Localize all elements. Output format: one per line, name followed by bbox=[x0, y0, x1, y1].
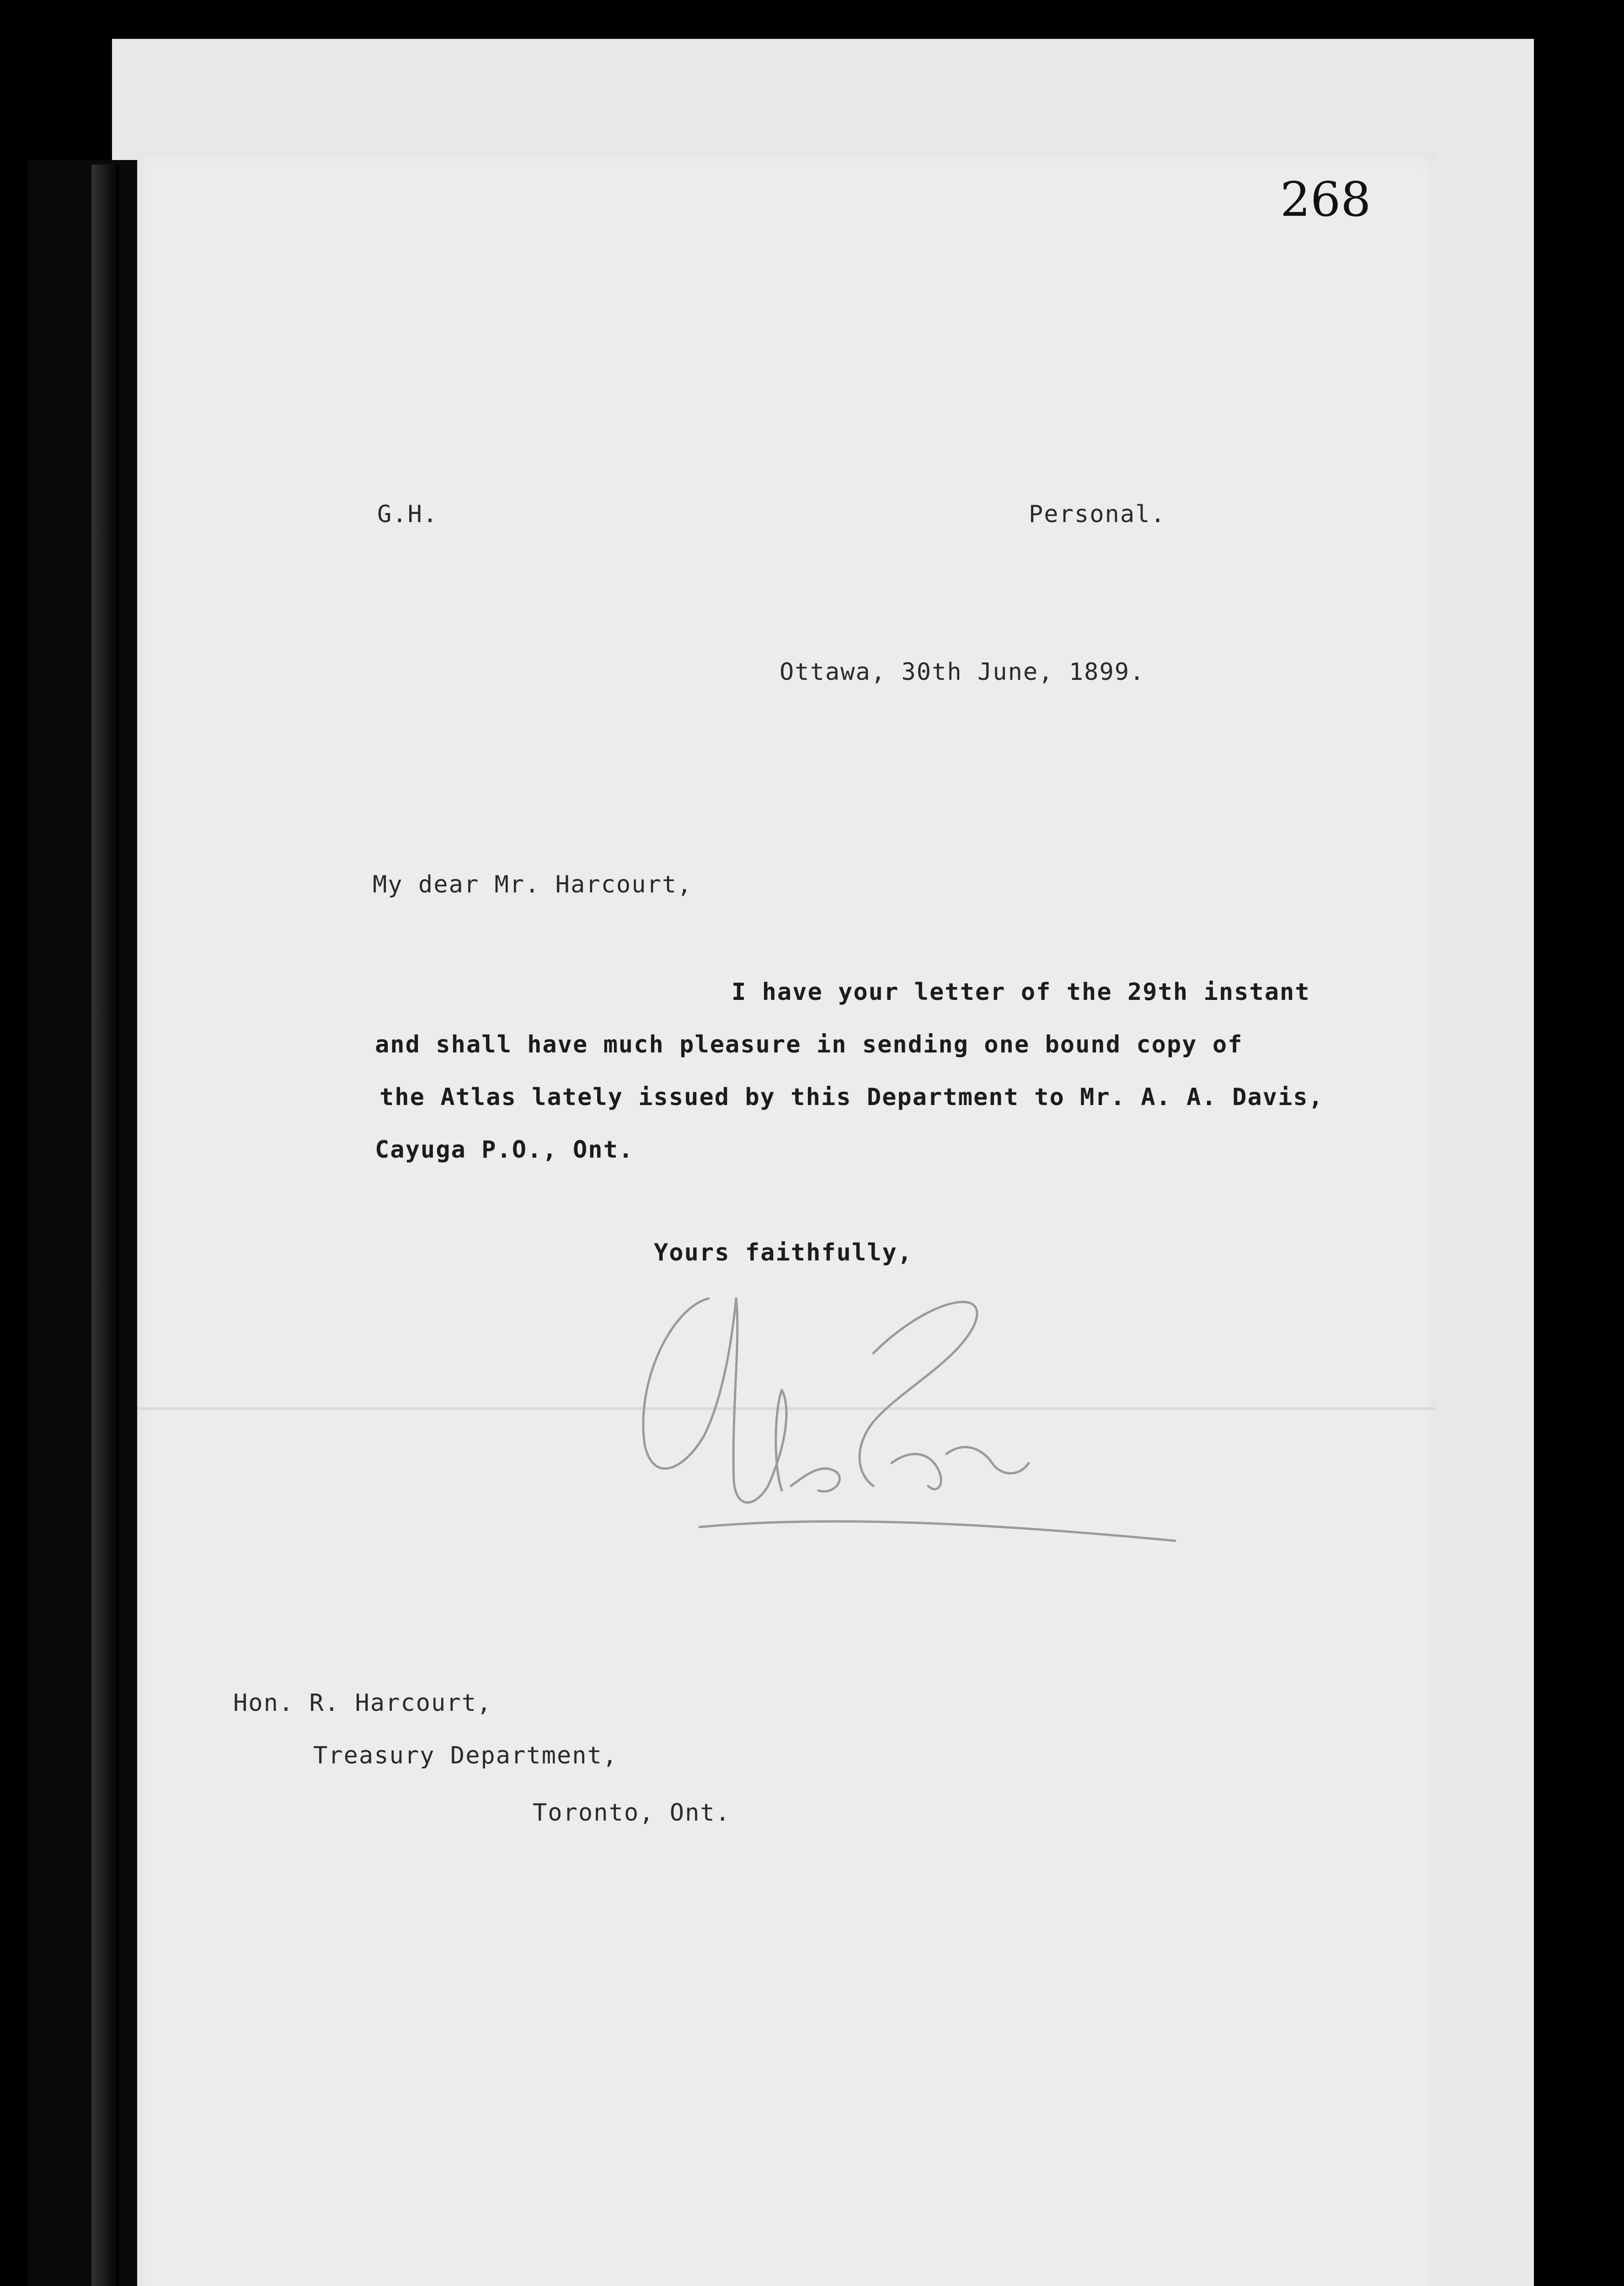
letter-body-line: the Atlas lately issued by this Department to Mr. A. A. Davis, bbox=[379, 1084, 1324, 1111]
letter-sheet bbox=[137, 151, 1436, 2286]
binding-spine bbox=[27, 160, 151, 2286]
addressee-department: Treasury Department, bbox=[313, 1742, 618, 1769]
letter-salutation: My dear Mr. Harcourt, bbox=[373, 871, 693, 898]
letter-date: Ottawa, 30th June, 1899. bbox=[780, 658, 1145, 686]
binding-edge bbox=[91, 165, 119, 2286]
letter-closing: Yours faithfully, bbox=[654, 1239, 913, 1266]
page-number: 268 bbox=[1280, 171, 1371, 227]
letter-body-line: Cayuga P.O., Ont. bbox=[375, 1136, 634, 1164]
letter-marking: Personal. bbox=[1029, 501, 1166, 528]
letter-body-line: I have your letter of the 29th instant bbox=[732, 978, 1310, 1006]
letter-reference: G.H. bbox=[377, 501, 438, 528]
letter-body-line: and shall have much pleasure in sending one bound copy of bbox=[375, 1031, 1243, 1058]
addressee-name: Hon. R. Harcourt, bbox=[233, 1689, 492, 1717]
handwritten-signature bbox=[617, 1271, 1193, 1573]
addressee-city: Toronto, Ont. bbox=[533, 1799, 731, 1827]
